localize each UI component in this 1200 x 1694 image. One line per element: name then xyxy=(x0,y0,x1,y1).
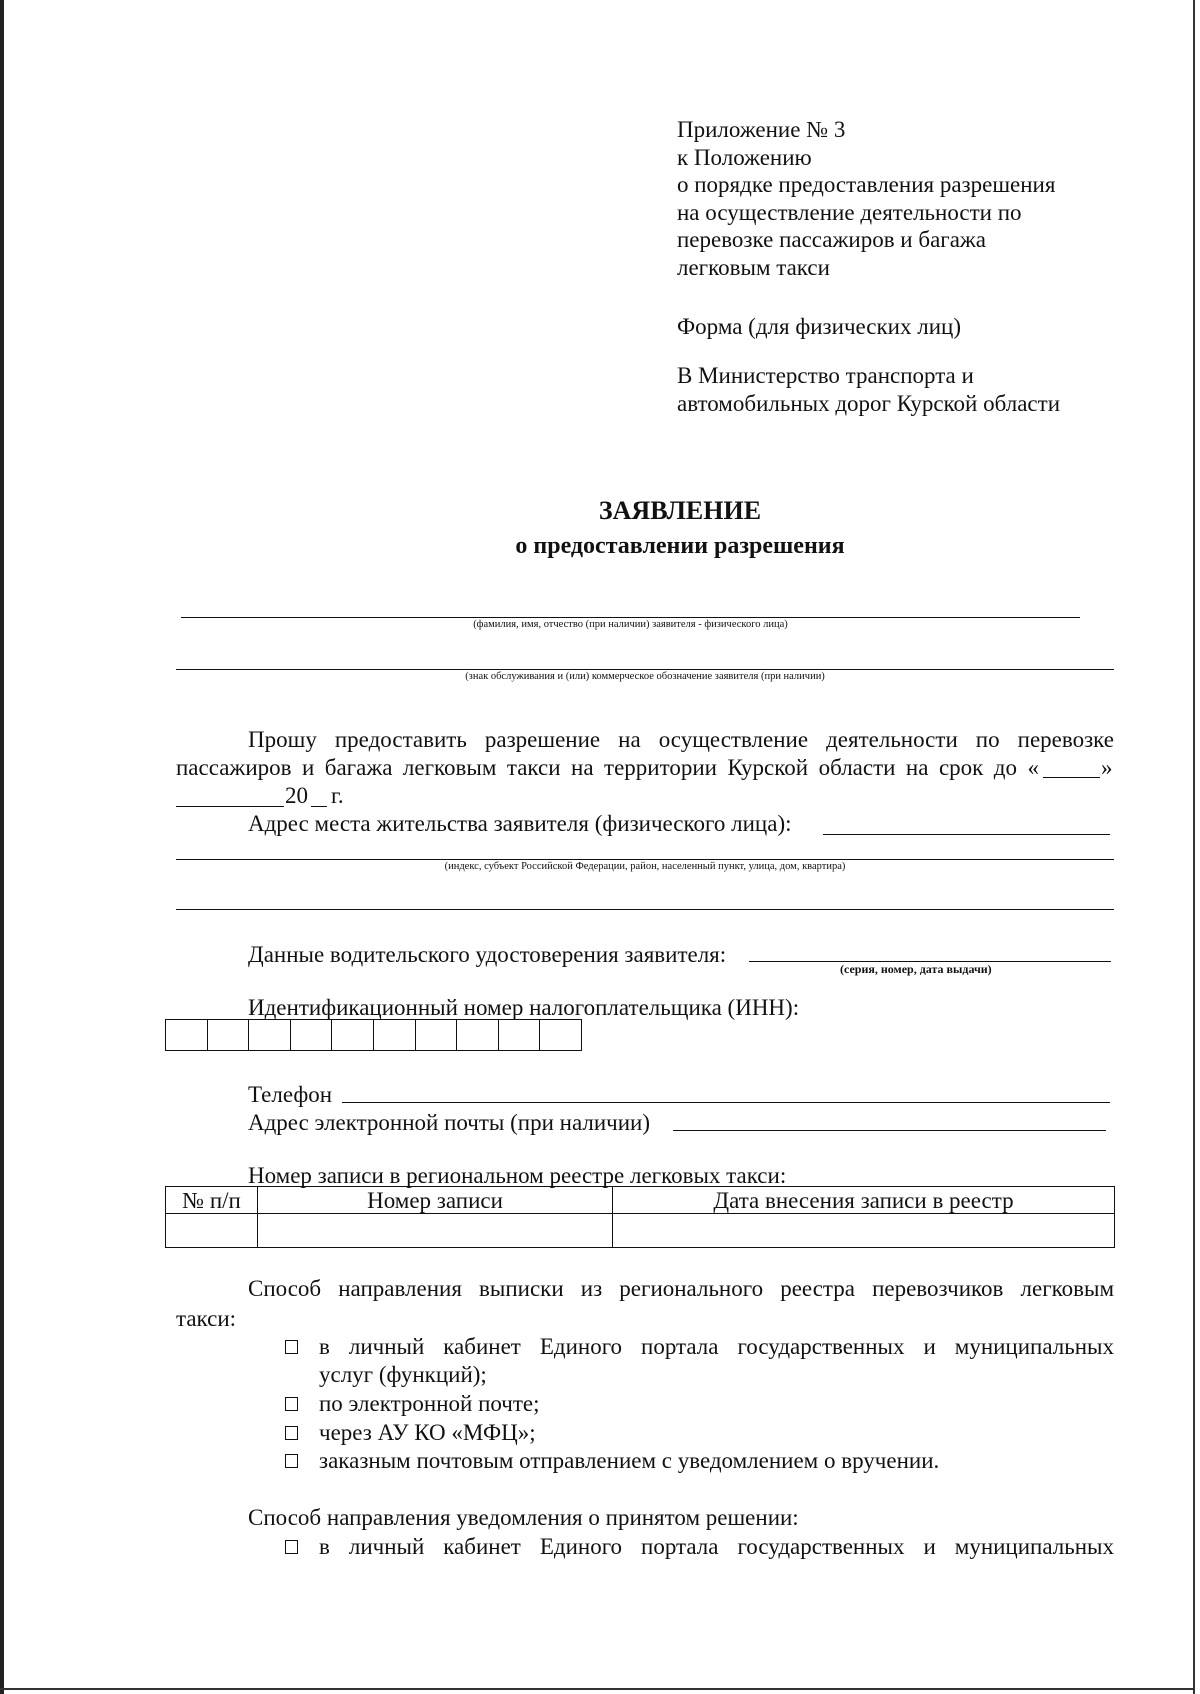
address-label: Адрес места жительства заявителя (физического лица): xyxy=(248,811,792,836)
inn-cell[interactable] xyxy=(499,1019,541,1051)
table-cell[interactable] xyxy=(613,1214,1115,1248)
fio-line[interactable] xyxy=(181,617,1080,618)
phone-line[interactable] xyxy=(342,1102,1110,1103)
inn-cell[interactable] xyxy=(416,1019,458,1051)
phone-label: Телефон xyxy=(248,1082,333,1107)
table-cell[interactable] xyxy=(258,1214,613,1248)
year-blank[interactable] xyxy=(311,806,327,807)
addressee-line-2: автомобильных дорог Курской области xyxy=(677,391,1061,416)
extract-option-portal-cont: услуг (функций); xyxy=(319,1362,487,1387)
scan-edge-right xyxy=(1193,0,1195,1694)
request-line-1: Прошу предоставить разрешение на осуществление деятельности по перевозке xyxy=(248,727,1114,752)
year-prefix: 20 xyxy=(285,783,308,808)
checkbox-icon[interactable] xyxy=(285,1540,298,1554)
fio-caption: (фамилия, имя, отчество (при наличии) заявителя - физического лица) xyxy=(473,619,788,630)
address-caption: (индекс, субъект Российской Федерации, район, населенный пункт, улица, дом, квартира) xyxy=(444,861,846,872)
table-row xyxy=(166,1214,1115,1248)
notice-option-portal: в личный кабинет Единого портала государственных и муниципальных xyxy=(319,1534,1114,1559)
checkbox-icon[interactable] xyxy=(285,1397,298,1411)
extract-method-line-2: такси: xyxy=(176,1306,237,1331)
email-line[interactable] xyxy=(673,1130,1106,1131)
inn-cell[interactable] xyxy=(208,1019,250,1051)
form-type: Форма (для физических лиц) xyxy=(677,314,961,339)
appendix-line: на осуществление деятельности по xyxy=(677,199,1022,225)
appendix-line: к Положению xyxy=(677,144,812,170)
email-label: Адрес электронной почты (при наличии) xyxy=(248,1110,650,1135)
extract-option-post: заказным почтовым отправлением с уведомлением о вручении. xyxy=(319,1448,940,1473)
table-header-cell: № п/п xyxy=(166,1187,258,1214)
scan-edge-left xyxy=(0,0,4,1694)
scan-edge-bottom xyxy=(0,1688,1195,1690)
month-blank[interactable] xyxy=(176,806,284,807)
extract-method-line-1: Способ направления выписки из регионального реестра перевозчиков легковым xyxy=(248,1276,1114,1301)
table-header-row xyxy=(166,1187,1115,1214)
notice-method-label: Способ направления уведомления о принятом решении: xyxy=(248,1505,799,1530)
brand-caption: (знак обслуживания и (или) коммерческое обозначение заявителя (при наличии) xyxy=(465,671,825,682)
table-header-cell: Номер записи xyxy=(258,1187,613,1214)
inn-cell[interactable] xyxy=(457,1019,499,1051)
license-caption: (серия, номер, дата выдачи) xyxy=(840,962,992,976)
inn-cell[interactable] xyxy=(374,1019,416,1051)
appendix-line: перевозке пассажиров и багажа xyxy=(677,227,987,252)
inn-label: Идентификационный номер налогоплательщика (ИНН): xyxy=(248,995,800,1020)
year-suffix: г. xyxy=(331,783,344,808)
checkbox-icon[interactable] xyxy=(285,1454,298,1468)
address-line-2[interactable] xyxy=(176,859,1114,860)
appendix-line: Приложение № 3 xyxy=(677,117,846,142)
inn-grid xyxy=(165,1019,582,1051)
day-blank[interactable] xyxy=(1043,777,1100,778)
request-line-2: пассажиров и багажа легковым такси на территории Курской области на срок до « xyxy=(176,755,1039,780)
document-title: ЗАЯВЛЕНИЕ xyxy=(598,496,762,525)
address-line-3[interactable] xyxy=(176,909,1114,910)
inn-cell[interactable] xyxy=(540,1019,582,1051)
appendix-line: о порядке предоставления разрешения xyxy=(677,172,1056,197)
inn-cell[interactable] xyxy=(249,1019,291,1051)
document-subtitle: о предоставлении разрешения xyxy=(515,533,845,559)
table-header-cell: Дата внесения записи в реестр xyxy=(613,1187,1115,1214)
address-line-1[interactable] xyxy=(823,834,1110,835)
registry-label: Номер записи в региональном реестре легковых такси: xyxy=(248,1163,787,1188)
registry-table xyxy=(165,1186,1115,1248)
checkbox-icon[interactable] xyxy=(285,1340,298,1354)
inn-cell[interactable] xyxy=(166,1019,208,1051)
extract-option-email: по электронной почте; xyxy=(319,1391,540,1416)
extract-option-mfc: через АУ КО «МФЦ»; xyxy=(319,1420,536,1445)
appendix-line: легковым такси xyxy=(677,254,830,280)
inn-cell[interactable] xyxy=(332,1019,374,1051)
inn-cell[interactable] xyxy=(291,1019,333,1051)
extract-option-portal: в личный кабинет Единого портала государственных и муниципальных xyxy=(319,1334,1114,1359)
table-cell[interactable] xyxy=(166,1214,258,1248)
brand-line[interactable] xyxy=(176,669,1114,670)
request-quote-close: » xyxy=(1101,755,1113,780)
appendix-header xyxy=(677,116,1097,281)
addressee-line-1: В Министерство транспорта и xyxy=(677,363,974,388)
license-label: Данные водительского удостоверения заявителя: xyxy=(248,942,727,967)
checkbox-icon[interactable] xyxy=(285,1426,298,1440)
